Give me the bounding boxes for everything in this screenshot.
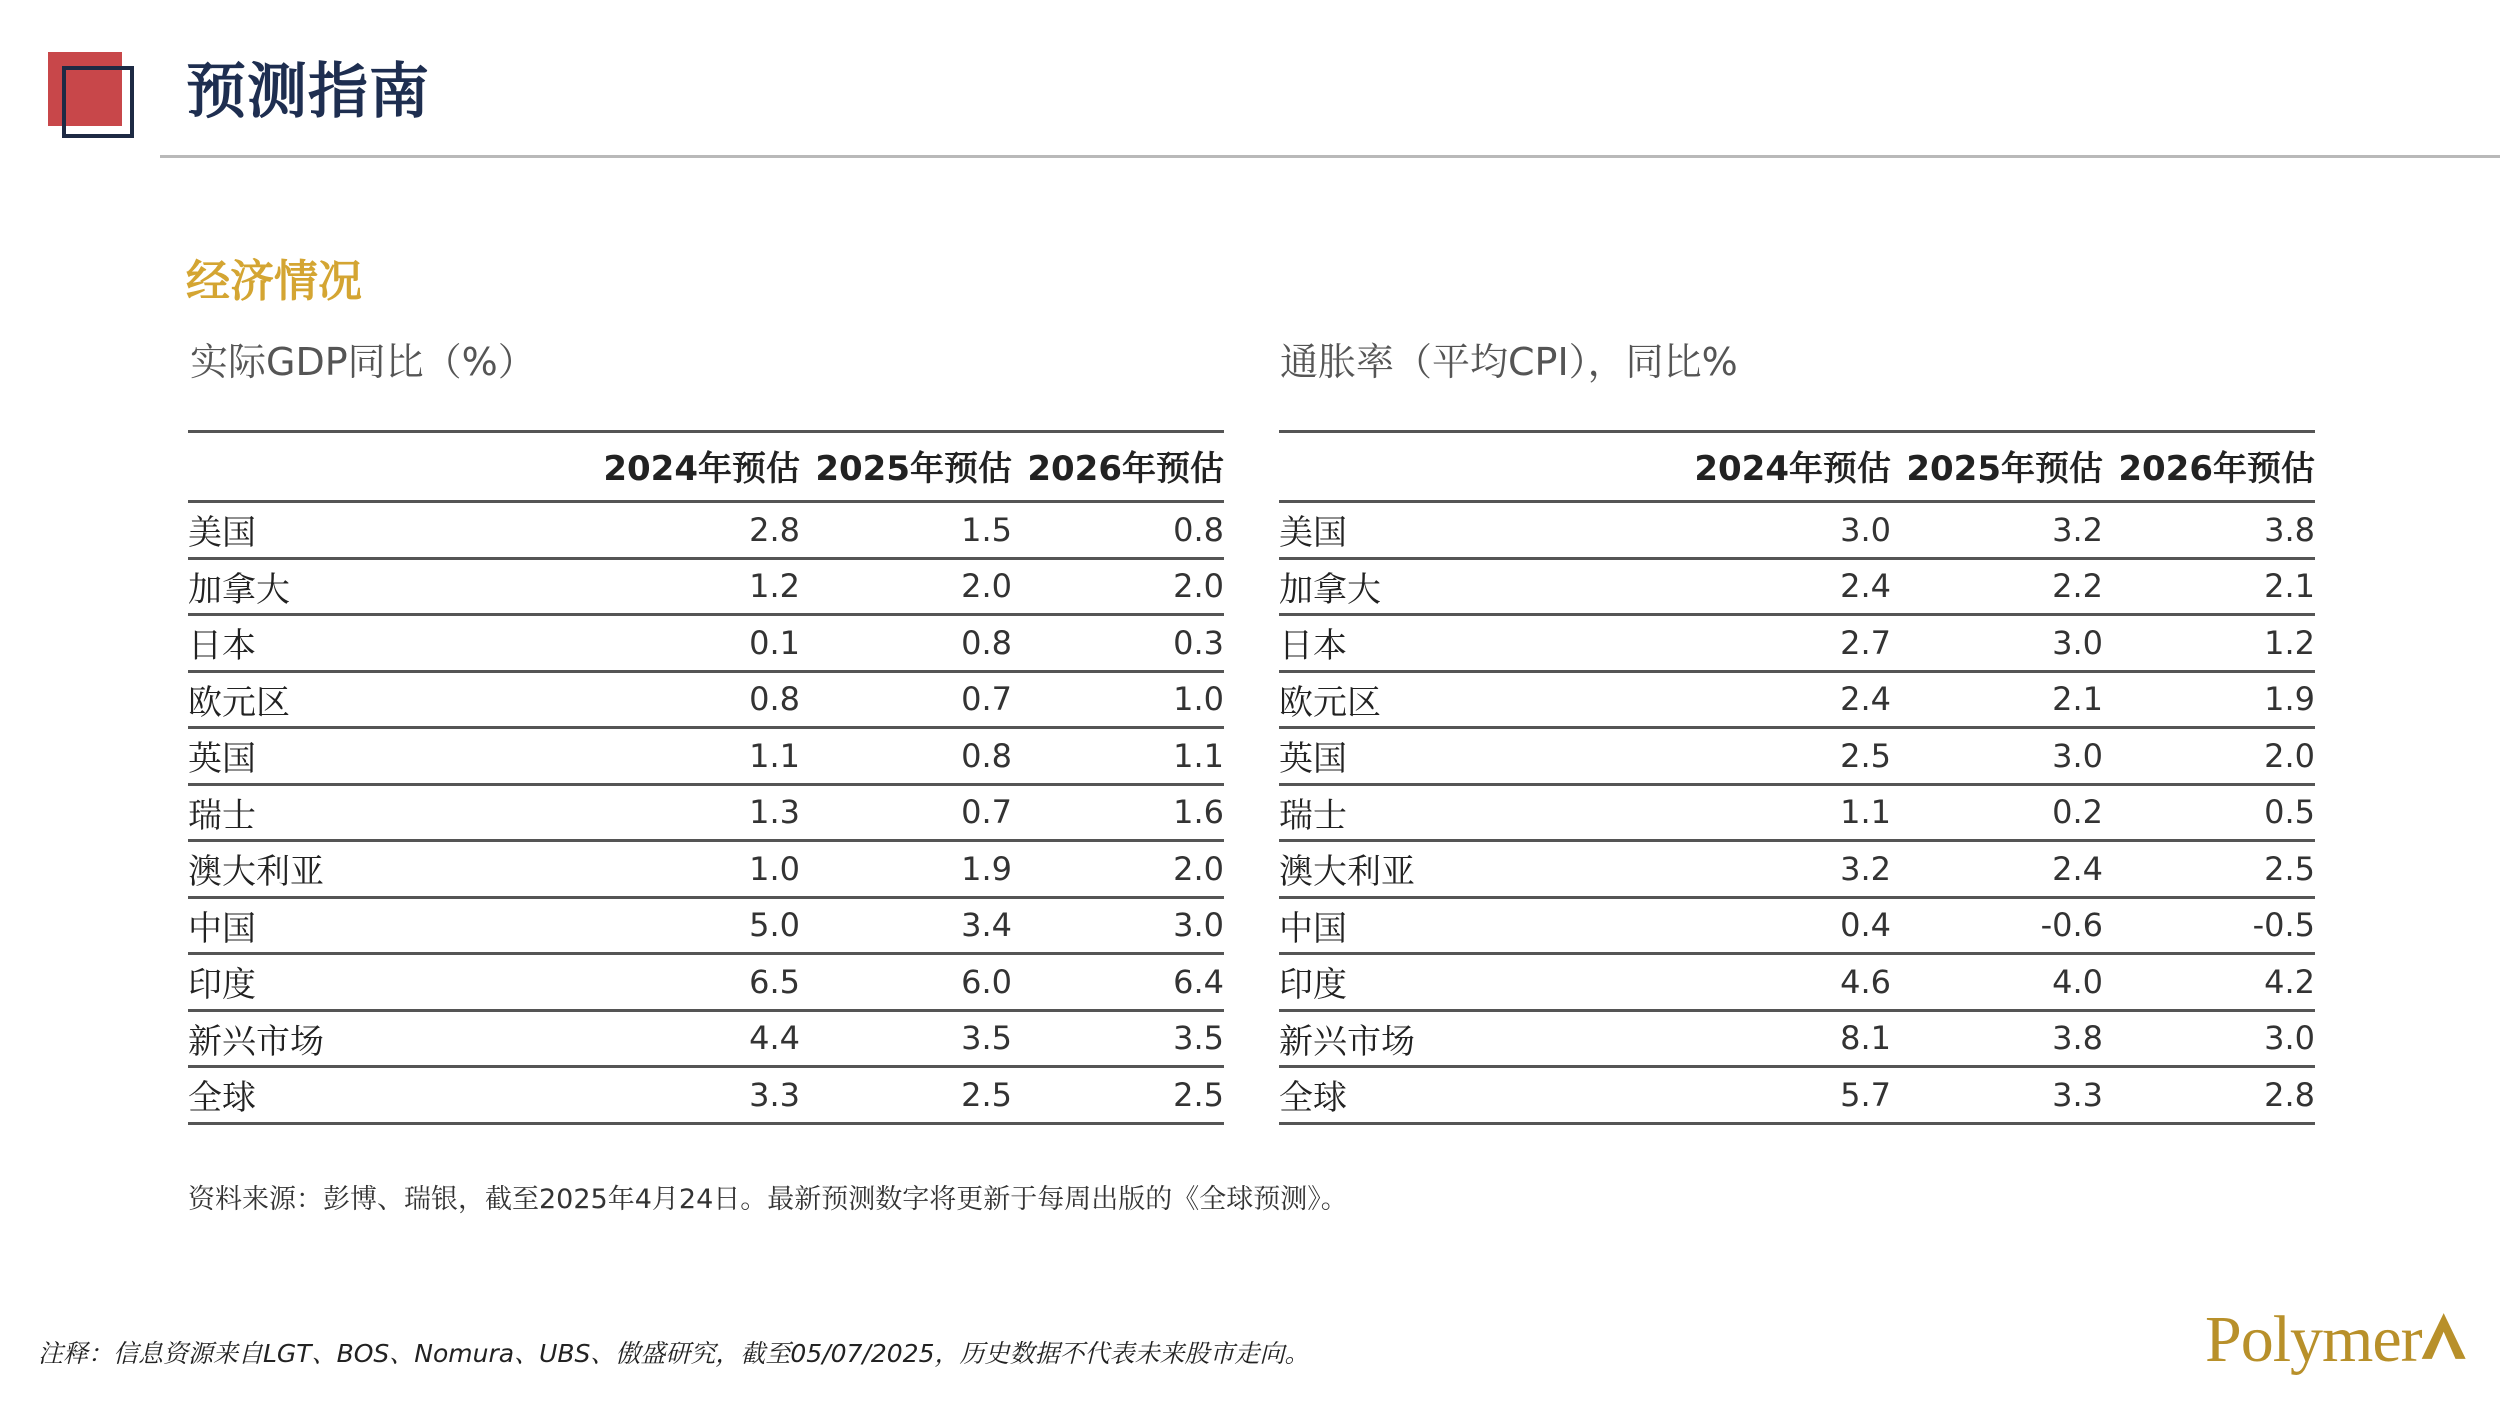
row-label: 瑞士 (1279, 795, 1347, 836)
table-cell: 6.5 (749, 962, 800, 1001)
table-cell: 1.1 (1840, 793, 1891, 832)
table-cell: 3.3 (749, 1075, 800, 1114)
table-cell: 8.1 (1840, 1019, 1891, 1058)
table-cell: 3.0 (2052, 736, 2103, 775)
table-cell: -0.6 (2040, 906, 2103, 945)
table-cell: 1.5 (961, 510, 1012, 549)
table-cell: 3.8 (2052, 1019, 2103, 1058)
table-row (1279, 1012, 2315, 1069)
table-cell: 0.8 (749, 680, 800, 719)
row-label: 美国 (1279, 513, 1347, 554)
row-label: 加拿大 (1279, 569, 1381, 610)
table-cell: 3.5 (1173, 1019, 1224, 1058)
table-header-row (188, 433, 1224, 503)
row-label: 日本 (1279, 626, 1347, 667)
source-note: 资料来源：彭博、瑞银，截至2025年4月24日。最新预测数字将更新于每周出版的《全球预测》。 (188, 1184, 1348, 1215)
column-header: 2025年预估 (1906, 449, 2103, 489)
gdp-table-title: 实际GDP同比（%） (190, 340, 536, 384)
section-heading: 经济情况 (186, 256, 362, 307)
table-cell: 2.4 (1840, 680, 1891, 719)
cpi-table (1279, 430, 2315, 1125)
row-label: 瑞士 (188, 795, 256, 836)
table-cell: 3.3 (2052, 1075, 2103, 1114)
table-row (1279, 616, 2315, 673)
table-cell: 0.2 (2052, 793, 2103, 832)
table-cell: 3.5 (961, 1019, 1012, 1058)
table-cell: 3.4 (961, 906, 1012, 945)
table-cell: 2.5 (1840, 736, 1891, 775)
column-header: 2026年预估 (2118, 449, 2315, 489)
row-label: 澳大利亚 (1279, 852, 1415, 893)
row-label: 新兴市场 (188, 1021, 324, 1062)
table-cell: 1.2 (749, 567, 800, 606)
table-cell: 4.0 (2052, 962, 2103, 1001)
row-label: 全球 (1279, 1078, 1347, 1119)
table-cell: 0.4 (1840, 906, 1891, 945)
table-cell: -0.5 (2252, 906, 2315, 945)
table-cell: 2.1 (2264, 567, 2315, 606)
column-header: 2024年预估 (1694, 449, 1891, 489)
table-cell: 3.0 (2264, 1019, 2315, 1058)
table-row (188, 729, 1224, 786)
table-cell: 2.4 (1840, 567, 1891, 606)
table-cell: 2.7 (1840, 623, 1891, 662)
row-label: 印度 (188, 965, 256, 1006)
table-cell: 2.0 (1173, 567, 1224, 606)
table-cell: 2.5 (1173, 1075, 1224, 1114)
table-cell: 2.4 (2052, 849, 2103, 888)
table-cell: 3.0 (2052, 623, 2103, 662)
table-cell: 1.9 (2264, 680, 2315, 719)
table-cell: 4.4 (749, 1019, 800, 1058)
table-cell: 4.6 (1840, 962, 1891, 1001)
table-row (188, 955, 1224, 1012)
table-cell: 0.1 (749, 623, 800, 662)
table-cell: 1.1 (1173, 736, 1224, 775)
table-cell: 1.9 (961, 849, 1012, 888)
row-label: 欧元区 (1279, 682, 1381, 723)
table-cell: 3.0 (1840, 510, 1891, 549)
table-row (1279, 955, 2315, 1012)
logo-mark-icon (48, 52, 138, 144)
table-cell: 2.2 (2052, 567, 2103, 606)
row-label: 英国 (188, 739, 256, 780)
row-label: 英国 (1279, 739, 1347, 780)
column-header: 2026年预估 (1027, 449, 1224, 489)
row-label: 新兴市场 (1279, 1021, 1415, 1062)
table-cell: 1.2 (2264, 623, 2315, 662)
table-cell: 6.4 (1173, 962, 1224, 1001)
table-row (1279, 1068, 2315, 1125)
table-row (1279, 503, 2315, 560)
table-cell: 2.0 (1173, 849, 1224, 888)
table-row (1279, 899, 2315, 956)
table-cell: 3.2 (2052, 510, 2103, 549)
table-row (1279, 673, 2315, 730)
row-label: 印度 (1279, 965, 1347, 1006)
polymer-a-icon (2420, 1307, 2467, 1365)
row-label: 中国 (188, 908, 256, 949)
table-cell: 5.7 (1840, 1075, 1891, 1114)
table-row (188, 786, 1224, 843)
table-cell: 2.8 (749, 510, 800, 549)
table-cell: 1.1 (749, 736, 800, 775)
row-label: 欧元区 (188, 682, 290, 723)
table-cell: 1.0 (1173, 680, 1224, 719)
table-cell: 2.5 (961, 1075, 1012, 1114)
table-row (188, 842, 1224, 899)
brand-logo (2205, 1300, 2467, 1380)
row-label: 美国 (188, 513, 256, 554)
row-label: 澳大利亚 (188, 852, 324, 893)
cpi-table-title: 通胀率（平均CPI），同比% (1280, 340, 1738, 384)
table-cell: 0.8 (961, 623, 1012, 662)
row-label: 全球 (188, 1078, 256, 1119)
table-cell: 2.0 (961, 567, 1012, 606)
table-cell: 1.6 (1173, 793, 1224, 832)
header-divider (160, 155, 2500, 158)
row-label: 中国 (1279, 908, 1347, 949)
column-header: 2024年预估 (603, 449, 800, 489)
table-cell: 2.1 (2052, 680, 2103, 719)
table-header-row (1279, 433, 2315, 503)
brand-name: Polymer (2205, 1303, 2422, 1376)
footnote: 注释：信息资源来自LGT、BOS、Nomura、UBS、傲盛研究，截至05/07/2025，历史数据不代表未来股市走向。 (38, 1339, 1310, 1368)
table-row (1279, 786, 2315, 843)
row-label: 日本 (188, 626, 256, 667)
table-cell: 3.0 (1173, 906, 1224, 945)
table-row (1279, 729, 2315, 786)
table-row (188, 1068, 1224, 1125)
row-label: 加拿大 (188, 569, 290, 610)
table-row (188, 560, 1224, 617)
logo-outline-square (62, 66, 134, 138)
column-header: 2025年预估 (815, 449, 1012, 489)
table-cell: 2.8 (2264, 1075, 2315, 1114)
table-cell: 2.0 (2264, 736, 2315, 775)
table-row (1279, 560, 2315, 617)
table-cell: 3.8 (2264, 510, 2315, 549)
table-row (188, 673, 1224, 730)
table-cell: 3.2 (1840, 849, 1891, 888)
table-cell: 6.0 (961, 962, 1012, 1001)
table-row (188, 616, 1224, 673)
table-row (1279, 842, 2315, 899)
table-cell: 2.5 (2264, 849, 2315, 888)
table-cell: 5.0 (749, 906, 800, 945)
gdp-table (188, 430, 1224, 1125)
table-cell: 1.3 (749, 793, 800, 832)
table-row (188, 503, 1224, 560)
table-cell: 4.2 (2264, 962, 2315, 1001)
table-cell: 0.5 (2264, 793, 2315, 832)
table-cell: 0.3 (1173, 623, 1224, 662)
table-cell: 0.8 (961, 736, 1012, 775)
page-title: 预测指南 (186, 57, 430, 127)
table-cell: 0.7 (961, 680, 1012, 719)
table-row (188, 899, 1224, 956)
table-cell: 0.7 (961, 793, 1012, 832)
table-row (188, 1012, 1224, 1069)
table-cell: 1.0 (749, 849, 800, 888)
table-cell: 0.8 (1173, 510, 1224, 549)
